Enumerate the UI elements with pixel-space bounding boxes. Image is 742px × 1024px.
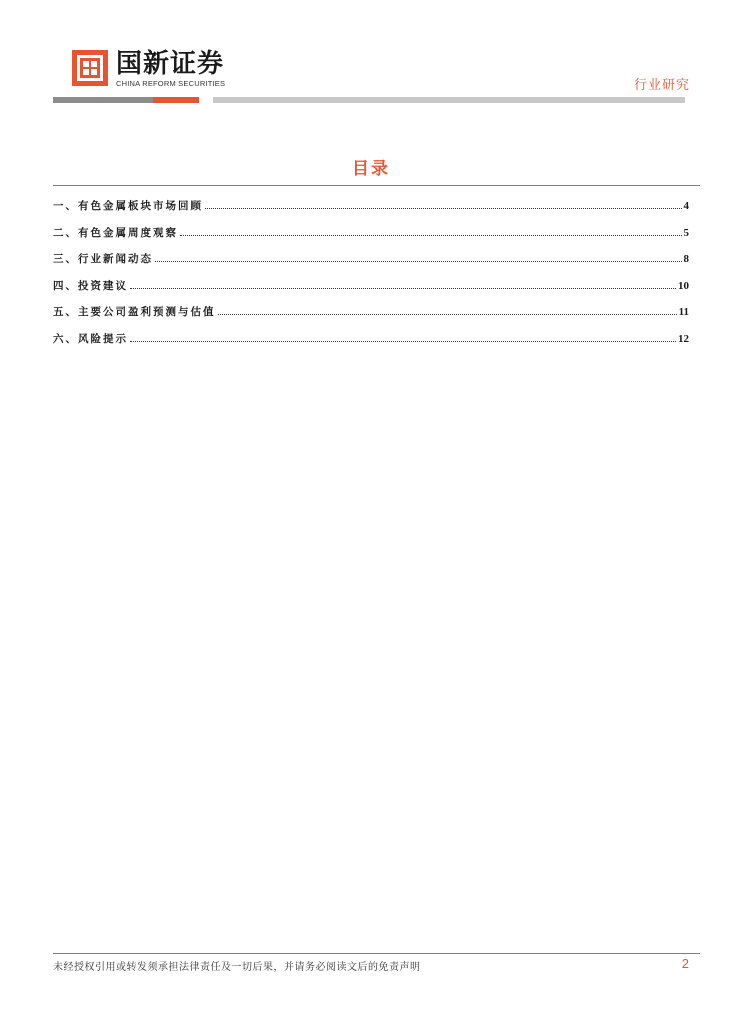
- toc-leader-dots: [130, 341, 676, 342]
- footer-disclaimer: 未经授权引用或转发须承担法律责任及一切后果，并请务必阅读文后的免责声明: [53, 962, 421, 973]
- toc-leader-dots: [130, 288, 676, 289]
- toc-divider: [53, 185, 700, 186]
- toc-entry-label: 四、投资建议: [53, 279, 128, 292]
- toc-entry-label: 三、行业新闻动态: [53, 253, 153, 266]
- toc-leader-dots: [155, 261, 682, 262]
- toc-entry[interactable]: [53, 331, 689, 358]
- company-name-en: CHINA REFORM SECURITIES: [116, 79, 226, 88]
- footer-divider: [53, 953, 700, 954]
- header-bar-gray-light: [213, 97, 685, 103]
- toc-leader-dots: [205, 208, 682, 209]
- toc-entry-page: 10: [678, 279, 689, 292]
- toc-entry-page: 12: [678, 332, 689, 345]
- toc-entry-label: 二、有色金属周度观察: [53, 226, 178, 239]
- toc-list: [53, 198, 689, 358]
- header-bar-accent: [153, 97, 199, 103]
- toc-entry[interactable]: [53, 198, 689, 225]
- toc-entry-label: 一、有色金属板块市场回顾: [53, 200, 203, 212]
- company-name-cn: 国新证券: [116, 49, 225, 79]
- toc-entry[interactable]: [53, 225, 689, 252]
- toc-entry-label: 五、主要公司盈利预测与估值: [53, 306, 216, 319]
- toc-entry[interactable]: [53, 251, 689, 278]
- header-bar-gray-dark: [53, 97, 153, 103]
- toc-entry[interactable]: [53, 278, 689, 305]
- report-category: 行业研究: [633, 78, 690, 93]
- toc-title: 目录: [352, 159, 390, 179]
- toc-entry[interactable]: [53, 304, 689, 331]
- toc-entry-page: 5: [683, 226, 689, 239]
- toc-entry-page: 8: [683, 253, 689, 266]
- toc-leader-dots: [180, 235, 682, 236]
- toc-entry-page: 11: [678, 306, 689, 319]
- toc-entry-page: 4: [683, 200, 689, 212]
- toc-leader-dots: [218, 314, 677, 315]
- page-number: 2: [681, 956, 689, 971]
- toc-entry-label: 六、风险提示: [53, 332, 128, 345]
- company-logo-mark: [72, 50, 108, 86]
